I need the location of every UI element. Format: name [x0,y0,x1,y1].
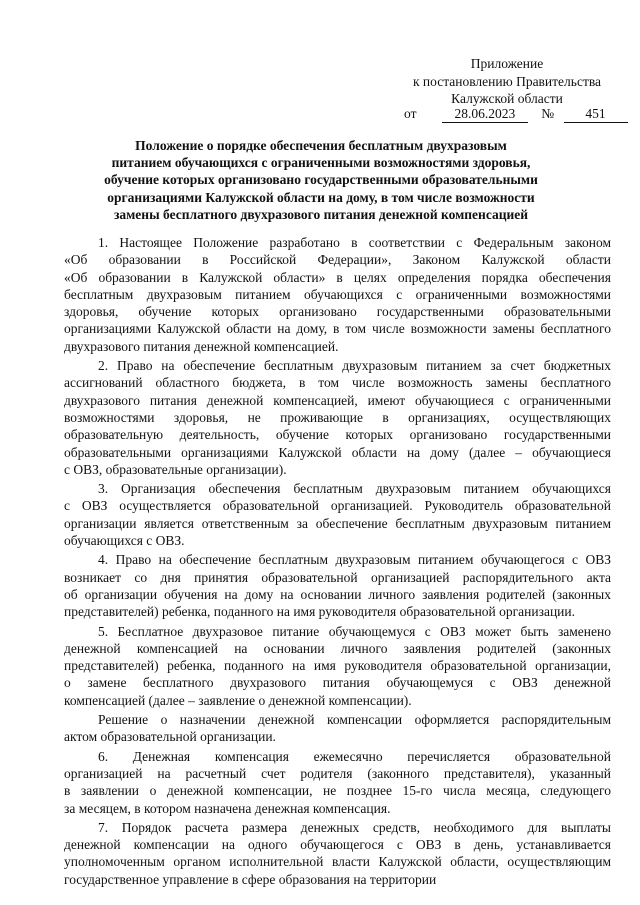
text-line: организацией на расчетный счет родителя (законного представителя), указанный [64,765,611,781]
text-line: с ОВЗ осуществляется образовательной организацией. Руководитель образовательной [64,498,611,514]
text-line: 5. Бесплатное двухразовое питание обучающемуся с ОВЗ может быть заменено [98,623,611,639]
text-line: денежной компенсацией на основании личного заявления родителей (законных [64,640,611,656]
title-line: обучение которых организовано государственными образовательными [104,172,538,188]
text-line: в заявлении о денежной компенсации, не позднее 15-го числа месяца, следующего [64,783,611,799]
text-line: 3. Организация обеспечения бесплатным двухразовым питанием обучающихся [98,481,611,497]
paragraph-2 [64,357,611,478]
text-line: с ОВЗ, образовательные организации). [64,461,287,477]
title-line: организациями Калужской области на дому, в том числе возможности [107,189,535,205]
appendix-header [402,55,612,108]
text-line: 7. Порядок расчета размера денежных средств, необходимого для выплаты [98,819,611,835]
text-line: Решение о назначении денежной компенсации оформляется распорядительным [98,712,611,728]
text-line: «Об образовании в Калужской области» в целях определения порядка обеспечения [64,269,611,285]
text-line: двухразового питания денежной компенсацией, имеют обучающиеся с ограниченными [64,392,611,408]
text-line: 6. Денежная компенсация ежемесячно перечисляется образовательной [98,748,611,764]
title-line: Положение о порядке обеспечения бесплатным двухразовым [135,138,507,153]
title-line: замены бесплатного двухразового питания денежной компенсацией [113,206,529,222]
text-line: представителей) ребенка, поданного на имя руководителя образовательной организации, [64,658,611,674]
appendix-line: Приложение [470,56,544,71]
text-line: представителей) ребенка, поданного на имя руководителя образовательной организации. [64,604,575,620]
resolution-number: 451 [564,105,628,123]
text-line: «Об образовании в Российской Федерации», Законом Калужской области [64,252,611,268]
text-line: компенсацией (далее – заявление о денежной компенсации). [64,692,412,708]
text-line: обучающихся с ОВЗ. [64,533,185,549]
text-line: 1. Настоящее Положение разработано в соответствии с Федеральным законом [98,235,611,250]
text-line: возникает со дня принятия образовательной организацией распорядительного акта [64,569,611,585]
text-line: двухразового питания денежной компенсацией. [64,338,339,354]
title-line: питанием обучающихся с ограниченными возможностями здоровья, [111,155,531,171]
text-line: о замене бесплатного двухразового питания обучающемуся с ОВЗ денежной [64,675,611,691]
text-line: образовательными организациями Калужской области на дому (далее – обучающиеся [64,444,611,460]
appendix-line: Калужской области [451,91,563,106]
number-label: № [541,106,555,121]
text-line: денежной компенсации на одного обучающегося с ОВЗ в день, устанавливается [64,837,611,853]
paragraph-3 [64,480,611,549]
paragraph-6 [64,748,611,817]
document-title [90,137,552,223]
text-line: ассигнований областного бюджета, в том числе возможность замены бесплатного [64,375,611,391]
text-line: об организации обучения на дому на основании личного заявления родителей (законных [64,586,611,602]
text-line: актом образовательной организации. [64,729,276,745]
resolution-date: 28.06.2023 [442,105,528,123]
from-label: от [404,106,417,121]
resolution-date-line [404,105,614,123]
paragraph-5-decision [64,711,611,746]
paragraph-1 [64,234,611,355]
paragraph-4 [64,551,611,620]
text-line: организации является ответственным за обеспечение бесплатным двухразовым питанием [64,515,611,531]
text-line: образовательную деятельность, обучение которых организовано государственными [64,427,611,443]
text-line: возможностями здоровья, не проживающие в организациях, осуществляющих [64,409,611,425]
text-line: 2. Право на обеспечение бесплатным двухразовым питанием за счет бюджетных [98,358,611,374]
text-line: государственное управление в сфере образования на территории [64,871,437,887]
text-line: бесплатным двухразовым питанием обучающихся с ограниченными возможностями [64,286,611,302]
text-line: здоровья, обучение которых организовано государственными образовательными [64,304,611,320]
text-line: за месяцем, в котором назначена денежная компенсация. [64,800,391,816]
text-line: уполномоченным органом исполнительной власти Калужской области, осуществляющим [64,854,611,870]
paragraph-7 [64,819,611,888]
text-line: организациями Калужской области на дому, в том числе возможности замены бесплатного [64,321,611,337]
text-line: 4. Право на обеспечение бесплатным двухразовым питанием обучающегося с ОВЗ [98,552,611,568]
appendix-line: к постановлению Правительства [412,73,602,89]
paragraph-5 [64,623,611,709]
document-body [64,234,611,890]
